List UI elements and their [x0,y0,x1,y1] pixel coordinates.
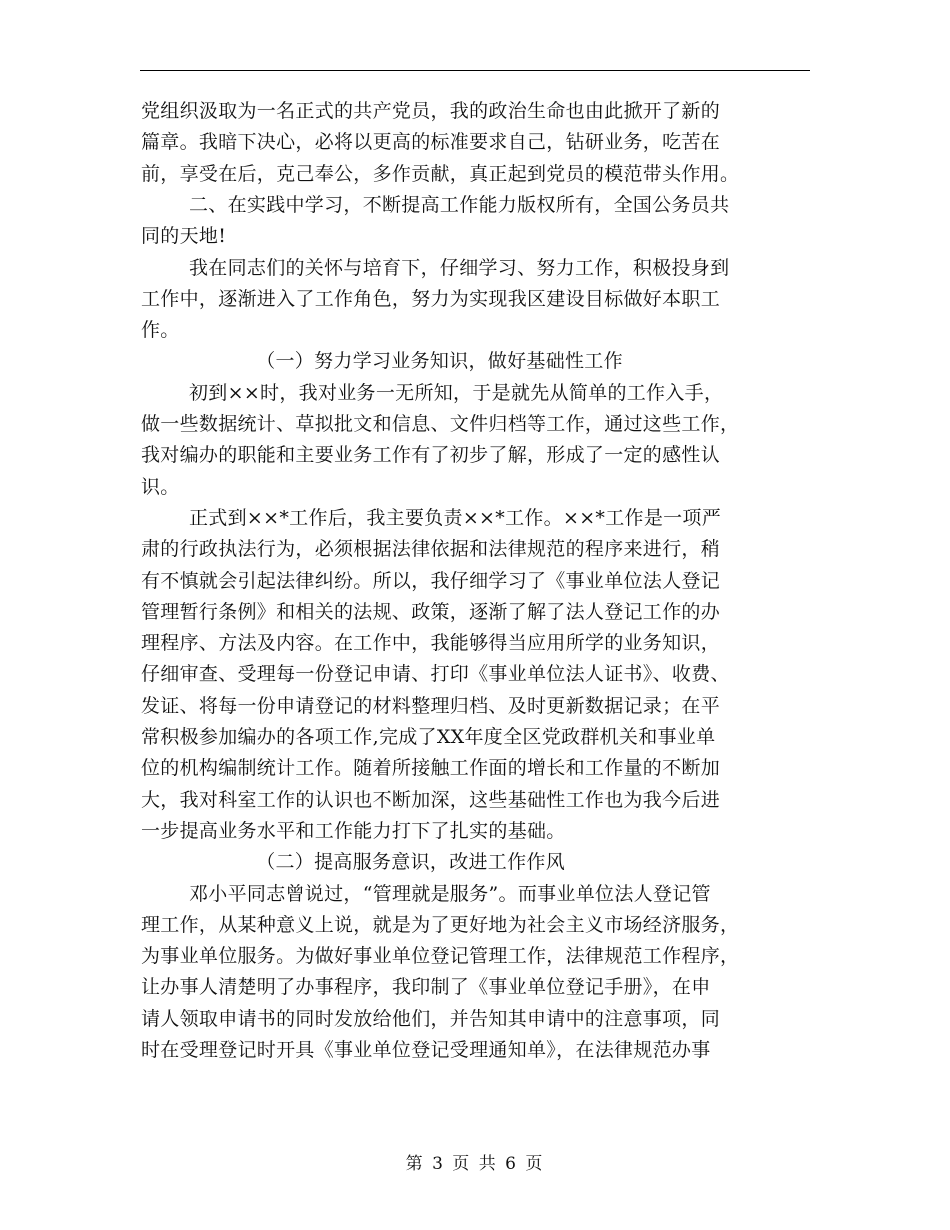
text-line: 发证、将每一份申请登记的材料整理归档、及时更新数据记录；在平 [141,694,721,717]
text-line: 篇章。我暗下决心，必将以更高的标准要求自己，钻研业务，吃苦在 [141,131,721,154]
text-line: 大，我对科室工作的认识也不断加深，这些基础性工作也为我今后进 [141,788,721,811]
text-line: 理程序、方法及内容。在工作中，我能够得当应用所学的业务知识， [141,632,721,655]
text-line: 请人领取申请书的同时发放给他们，并告知其申请中的注意事项，同 [141,1007,721,1030]
text-line: 做一些数据统计、草拟批文和信息、文件归档等工作，通过这些工作， [141,413,740,435]
text-line: 同的天地! [141,225,227,248]
header-rule [140,70,810,71]
text-line: 识。 [141,475,180,498]
text-line: 我在同志们的关怀与培育下，仔细学习、努力工作，积极投身到 [189,256,730,279]
text-line: 管理暂行条例》和相关的法规、政策，逐渐了解了法人登记工作的办 [141,600,721,623]
text-line: 肃的行政执法行为，必须根据法律依据和法律规范的程序来进行，稍 [141,538,721,561]
text-line: 常积极参加编办的各项工作,完成了XX年度全区党政群机关和事业单 [141,726,716,748]
page-footer: 第 3 页 共 6 页 [405,1154,545,1174]
text-line: 前，享受在后，克己奉公，多作贡献，真正起到党员的模范带头作用。 [141,162,740,185]
text-line: 作。 [141,319,180,342]
text-line: 正式到××*工作后，我主要负责××*工作。××*工作是一项严 [189,506,722,529]
text-line: 党组织汲取为一名正式的共产党员，我的政治生命也由此掀开了新的 [141,100,721,122]
text-line: 仔细审查、受理每一份登记申请、打印《事业单位法人证书》、收费、 [141,663,730,686]
text-line: 有不慎就会引起法律纠纷。所以，我仔细学习了《事业单位法人登记 [141,569,721,592]
text-line: 为事业单位服务。为做好事业单位登记管理工作，法律规范工作程序， [141,945,740,968]
text-line: 初到××时，我对业务一无所知，于是就先从简单的工作入手， [189,381,724,404]
text-line: 我对编办的职能和主要业务工作有了初步了解，形成了一定的感性认 [141,444,721,467]
text-line: 一步提高业务水平和工作能力打下了扎实的基础。 [141,819,566,842]
text-line: 二、在实践中学习，不断提高工作能力版权所有，全国公务员共 [189,193,730,216]
text-line: 时在受理登记时开具《事业单位登记受理通知单》，在法律规范办事 [141,1039,711,1061]
text-line: （二）提高服务意识，改进工作作风 [256,851,565,874]
text-line: 让办事人清楚明了办事程序，我印制了《事业单位登记手册》，在申 [141,976,711,999]
text-line: 邓小平同志曾说过，“管理就是服务”。而事业单位法人登记管 [189,882,711,905]
text-line: 理工作，从某种意义上说，就是为了更好地为社会主义市场经济服务， [141,913,740,936]
text-line: 位的机构编制统计工作。随着所接触工作面的增长和工作量的不断加 [141,757,721,780]
text-line: 工作中，逐渐进入了工作角色，努力为实现我区建设目标做好本职工 [141,287,721,310]
text-line: （一）努力学习业务知识，做好基础性工作 [256,350,623,373]
